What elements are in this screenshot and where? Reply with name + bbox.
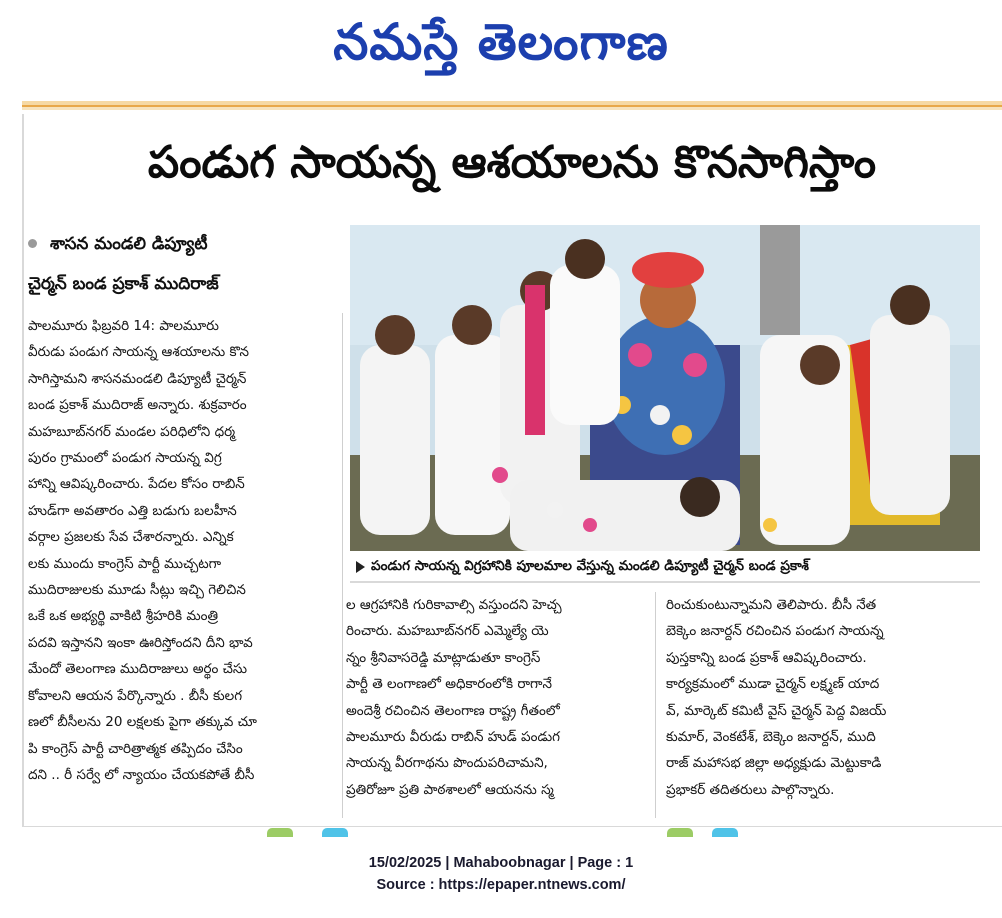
caption-arrow-icon (356, 561, 365, 573)
body-line: పురం గ్రామంలో పండుగ సాయన్న విగ్ర (28, 450, 222, 467)
body-line: మేందో తెలంగాణ ముదిరాజులు అర్థం చేసు (28, 661, 248, 678)
subhead-line-1: శాసన మండలి డిప్యూటీ (50, 234, 208, 254)
body-line: ప్రతిరోజూ ప్రతి పాఠశాలలో ఆయనను స్మ (346, 781, 554, 798)
body-line: రించుకుంటున్నామని తెలిపారు. బీసీ నేత (666, 597, 877, 613)
article-column-2 (346, 592, 646, 803)
body-line: ఒకే ఒక అభ్యర్థి వాకిటి శ్రీహరికి మంత్రి (28, 608, 219, 625)
next-article-strip (22, 826, 1002, 837)
body-line: మహబూబ్‌నగర్ మండల పరిధిలోని ధర్మ (28, 423, 236, 440)
body-line: అందెశ్రీ రచించిన తెలంగాణ రాష్ట్ర గీతంలో (346, 702, 560, 719)
body-line: వీరుడు పండుగ సాయన్న ఆశయాలను కొన (28, 344, 250, 361)
body-line: కోవాలని ఆయన పేర్కొన్నారు . బీసీ కులగ (28, 687, 243, 704)
article-photo (350, 225, 980, 551)
body-line: హుడ్‌గా అవతారం ఎత్తి బడుగు బలహీన (28, 502, 237, 519)
article-column-3 (666, 592, 982, 803)
header-rule (22, 101, 1002, 110)
page-footer (0, 852, 1002, 896)
body-line: ల ఆగ్రహానికి గురికావాల్సి వస్తుందని హెచ్చ (346, 597, 562, 613)
article-subhead (28, 224, 338, 304)
caption-text: పండుగ సాయన్న విగ్రహానికి పూలమాల వేస్తున్న మండలి డిప్యూటీ చైర్మన్ బండ ప్రకాశ్ (371, 557, 809, 574)
page-left-border (22, 114, 24, 826)
body-line: ణలో బీసీలను 20 లక్షలకు పైగా తక్కువ చూ (28, 714, 257, 731)
body-line: కుమార్, వెంకటేశ్, బెక్కెం జనార్దన్, ముది (666, 729, 876, 746)
article-column-1 (28, 313, 340, 788)
body-line: వ్, మార్కెట్ కమిటీ వైస్ చైర్మన్ పెద్ద విజయ్ (666, 702, 887, 719)
article-headline: పండుగ సాయన్న ఆశయాలను కొనసాగిస్తాం (147, 137, 877, 188)
body-line: పి కాంగ్రెస్ పార్టీ చారిత్రాత్మక తప్పిదం చేసిం (28, 740, 243, 757)
body-line: ప్రభాకర్ తదితరులు పాల్గొన్నారు. (666, 781, 835, 798)
subhead-line-2: చైర్మన్ బండ ప్రకాశ్ ముదిరాజ్ (28, 274, 219, 294)
body-line: పాలమూరు ఫిబ్రవరి 14: పాలమూరు (28, 318, 219, 334)
body-line: కార్యక్రమంలో ముడా చైర్మన్ లక్ష్మణ్ యాద (666, 676, 880, 693)
body-line: పాలమూరు వీరుడు రాబిన్ హుడ్ పండుగ (346, 729, 561, 746)
body-line: బండ ప్రకాశ్ ముదిరాజ్ అన్నారు. శుక్రవారం (28, 397, 247, 414)
body-line: పార్టీ తె లంగాణలో అధికారంలోకి రాగానే (346, 676, 552, 693)
column-divider (342, 313, 343, 818)
body-line: బెక్కెం జనార్దన్ రచించిన పండుగ సాయన్న (666, 623, 884, 640)
masthead-logo (0, 0, 1002, 96)
body-line: వర్గాల ప్రజలకు సేవ చేశారన్నారు. ఎన్నిక (28, 529, 234, 546)
masthead-title: నమస్తే తెలంగాణ (333, 12, 669, 71)
footer-edition-info: 15/02/2025 | Mahaboobnagar | Page : 1 (368, 855, 634, 871)
body-line: లకు ముందు కాంగ్రెస్ పార్టీ ముచ్చటగా (28, 555, 222, 572)
body-line: పుస్తకాన్ని బండ ప్రకాశ్ ఆవిష్కరించారు. (666, 649, 867, 666)
body-line: న్నం శ్రీనివాసరెడ్డి మాట్లాడుతూ కాంగ్రెస్ (346, 649, 541, 666)
body-line: సాగిస్తామని శాసనమండలి డిప్యూటీ చైర్మన్ (28, 370, 247, 387)
body-line: హాన్ని ఆవిష్కరించారు. పేదల కోసం రాబిన్ (28, 476, 245, 493)
photo-caption (350, 553, 980, 583)
body-line: రించారు. మహబూబ్‌నగర్ ఎమ్మెల్యే యె (346, 623, 549, 640)
body-line: ముదిరాజులకు మూడు సీట్లు ఇచ్చి గెలిచిన (28, 582, 246, 599)
footer-source-link[interactable]: Source : https://epaper.ntnews.com/ (376, 877, 626, 893)
column-divider (655, 592, 656, 818)
body-line: దని .. రీ సర్వే లో న్యాయం చేయకపోతే బీసీ (28, 766, 255, 783)
body-line: సాయన్న వీరగాథను పొందుపరిచామని, (346, 755, 548, 772)
photo-scene (350, 225, 980, 551)
body-line: పదవి ఇస్తానని ఇంకా ఊరిస్తోందని దీని భావ (28, 634, 253, 651)
body-line: రాజ్ మహాసభ జిల్లా అధ్యక్షుడు మెట్టుకాడి (666, 755, 882, 772)
